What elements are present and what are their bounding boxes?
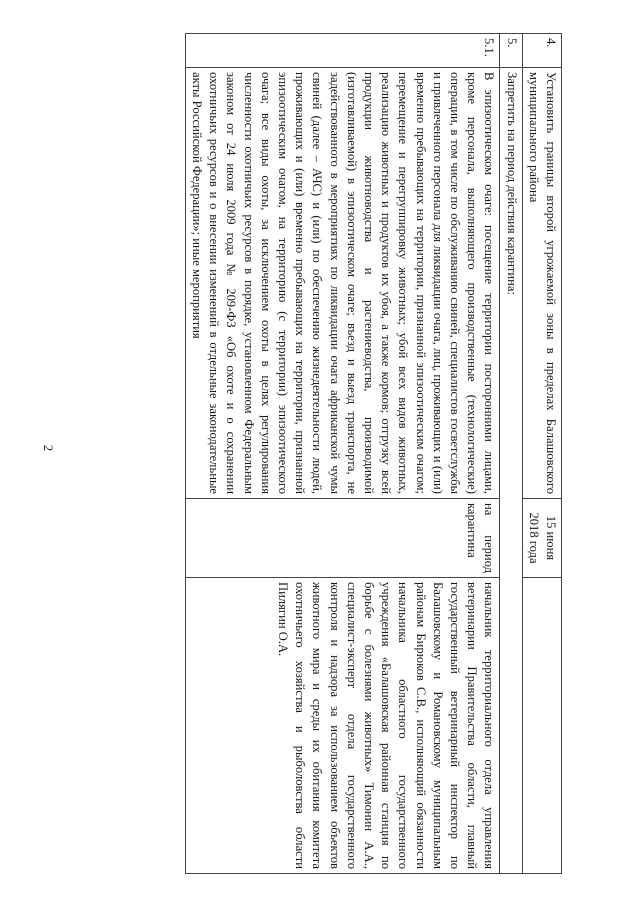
action-cell: В эпизоотическом очаге: посещение территории посторонними лицами, кроме персонала, выполняющего производственные (технологические) операции, в том числе по обслуживанию свиней, специалистов госветслужбы и привлеченного персонала для ликвидации очага, лиц, проживающих и (или) временно пребывающих на территории, признанной эпизоотическим очагом; перемещение и перегруппировку животных; убой всех видов животных, реализацию животных и продуктов их убоя, а также кормов; отгрузку всей продукции животноводства и растениеводства, производимой (изготавливаемой) в эпизоотическом очаге; въезд и выезд транспорта, не задействованного в мероприятиях по ликвидации очага африканской чумы свиней (далее – АЧС) и (или) по обеспечению жизнедеятельности людей, проживающих и (или) временно пребывающих на территории, признанной эпизоотическим очагом, на территорию (с территории) эпизоотического очага; все виды охоты, за исключением охоты в целях регулирования численности охотничьих ресурсов в порядке, установленном Федеральным законом от 24 июля 2009 года № 209-ФЗ «Об охоте и о сохранении охотничьих ресурсов и о внесении изменений в отдельные законодательные акты Российской Федерации»; иные мероприятия <box>185 68 500 499</box>
row-number: 5. <box>500 34 522 68</box>
date-cell: 15 июня 2018 года <box>522 499 561 578</box>
responsible-cell: начальник территориального отдела управления ветеринарии Правительства области, главный государственный ветеринарный инспектор по Балашовскому и Романовскому муниципальным районам Бирюков С.В., исполняющий обязанности начальника областного государственного учреждения «Балашовская районная станция по борьбе с болезнями животных» Тимонин А.А., специалист-эксперт отдела государственного контроля и надзора за использованием объектов животного мира и среды их обитания комитета охотничьего хозяйства и рыболовства области Пилягин О.А. <box>185 578 500 874</box>
rotated-table-wrapper <box>42 33 562 873</box>
plan-table <box>185 33 562 874</box>
table-row-4 <box>522 34 561 874</box>
date-cell: на период карантина <box>185 499 500 578</box>
responsible-cell <box>522 578 561 874</box>
row-number: 4. <box>522 34 561 68</box>
table-row-5-1 <box>185 34 500 874</box>
action-cell: Установить границы второй угрожаемой зоны в пределах Балашовского муниципального района <box>522 68 561 499</box>
table-row-5 <box>500 34 522 874</box>
section-heading-cell: Запретить на период действия карантина: <box>500 68 522 874</box>
row-number: 5.1. <box>185 34 500 68</box>
page-number: 2 <box>41 444 56 452</box>
